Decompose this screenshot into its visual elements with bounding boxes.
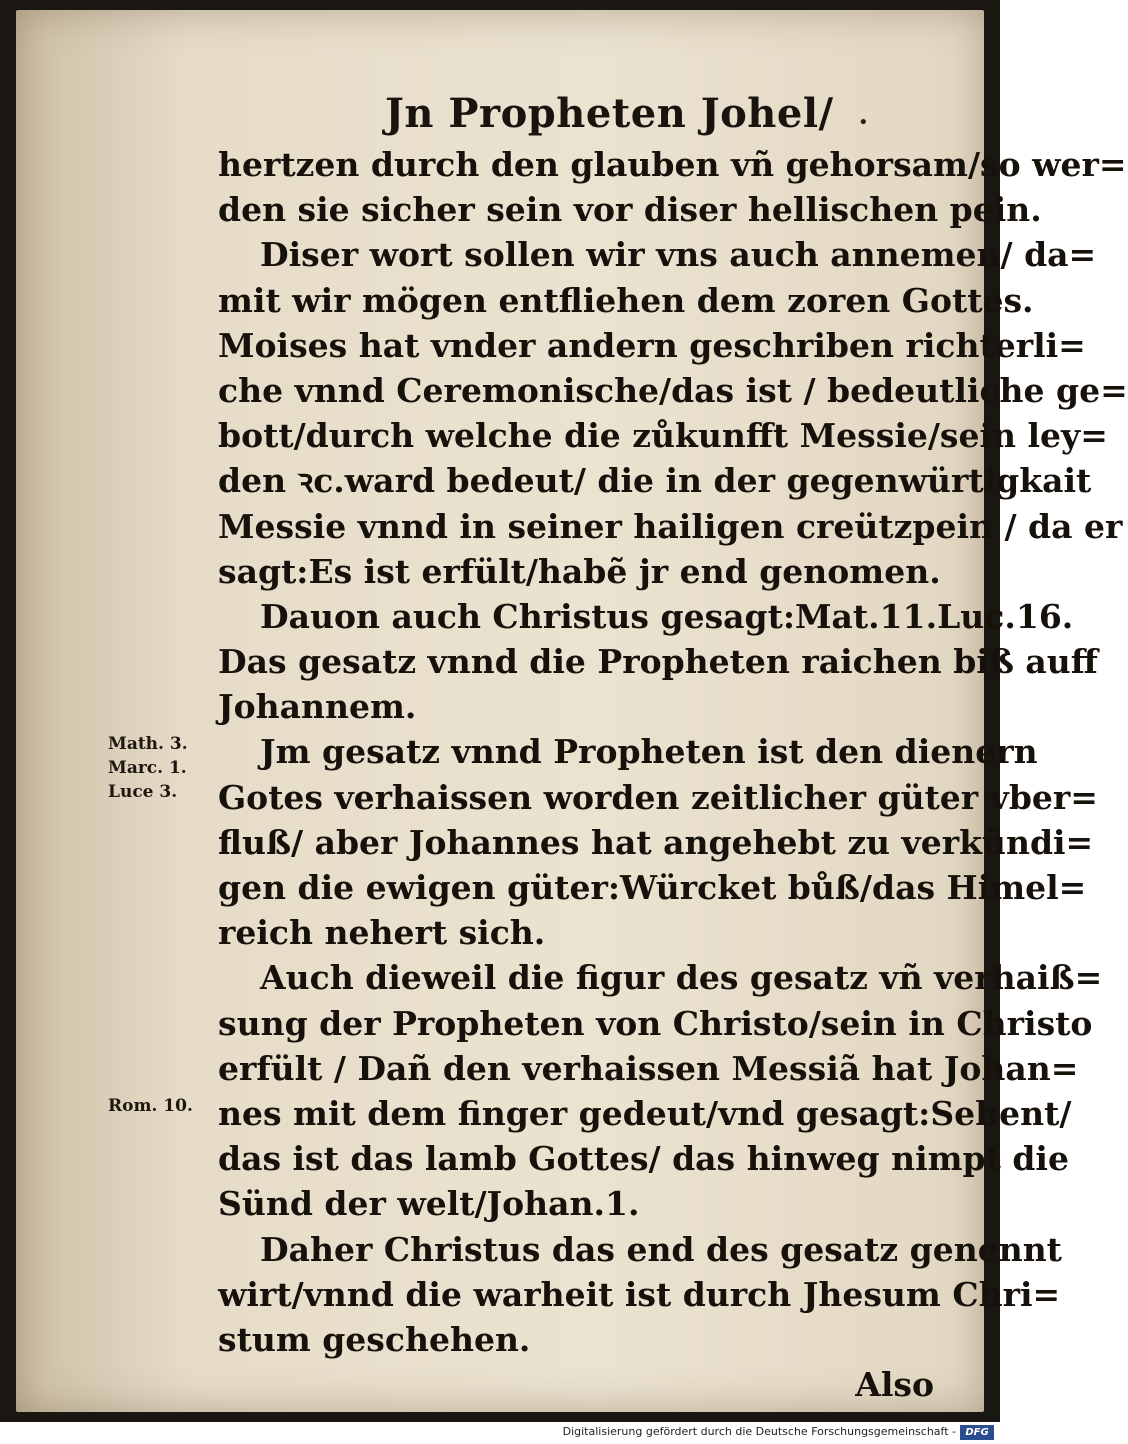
footer-credit: Digitalisierung gefördert durch die Deutsche Forschungsgemeinschaft -	[562, 1425, 956, 1438]
text-line: den sie sicher sein vor diser hellischen pein.	[218, 190, 1042, 230]
folio-mark: •	[858, 112, 869, 133]
text-line: mit wir mögen entfliehen dem zoren Gottes.	[218, 280, 1034, 320]
dfg-logo-icon: DFG	[960, 1425, 994, 1440]
running-head: Jn Propheten Johel/	[385, 90, 834, 137]
text-line: Das gesatz vnnd die Propheten raichen biß auff	[218, 642, 1098, 682]
catchword: Also	[855, 1365, 934, 1405]
text-line: das ist das lamb Gottes/ das hinweg nimpt die	[218, 1139, 1069, 1179]
text-line: nes mit dem finger gedeut/vnd gesagt:Sehent/	[218, 1093, 1072, 1133]
text-line: Daher Christus das end des gesatz genennt	[260, 1229, 1062, 1269]
text-line: reich nehert sich.	[218, 913, 546, 953]
text-line: wirt/vnnd die warheit ist durch Jhesum Chri=	[218, 1274, 1061, 1314]
text-line: Messie vnnd in seiner hailigen creützpein / da er	[218, 506, 1123, 546]
footer-bar	[0, 1422, 1000, 1444]
text-line: Moises hat vnder andern geschriben richterli=	[218, 325, 1086, 365]
text-line: Auch dieweil die figur des gesatz vñ verhaiß=	[260, 958, 1103, 998]
text-line: bott/durch welche die zůkunfft Messie/sein ley=	[218, 416, 1108, 456]
text-line: gen die ewigen güter:Würcket bůß/das Himel=	[218, 868, 1087, 907]
text-line: erfült / Dañ den verhaissen Messiã hat Johan=	[218, 1048, 1079, 1088]
body-text	[218, 142, 1128, 1407]
text-line: stum geschehen.	[218, 1319, 531, 1359]
text-line: Jm gesatz vnnd Propheten ist den dienern	[260, 732, 1038, 772]
margin-note-rom: Rom. 10.	[108, 1096, 193, 1116]
text-line: hertzen durch den glauben vñ gehorsam/so wer=	[218, 145, 1127, 184]
text-line: fluß/ aber Johannes hat angehebt zu verkündi=	[218, 822, 1094, 862]
text-line: Gotes verhaissen worden zeitlicher güter vber=	[218, 777, 1098, 817]
text-line: sagt:Es ist erfült/habẽ jr end genomen.	[218, 551, 941, 591]
text-line: che vnnd Ceremonische/das ist / bedeutliche ge=	[218, 370, 1128, 410]
text-line: Diser wort sollen wir vns auch annemen/ da=	[260, 235, 1097, 275]
margin-note-math: Math. 3.	[108, 734, 188, 754]
text-line: Johannem.	[218, 687, 417, 727]
margin-note-marc: Marc. 1.	[108, 758, 187, 778]
text-line: den ꝛc.ward bedeut/ die in der gegenwürtigkait	[218, 461, 1092, 501]
text-line: sung der Propheten von Christo/sein in Christo	[218, 1003, 1093, 1043]
text-line: Dauon auch Christus gesagt:Mat.11.Luc.16.	[260, 596, 1074, 636]
margin-note-luce: Luce 3.	[108, 782, 178, 802]
text-line: Sünd der welt/Johan.1.	[218, 1184, 640, 1224]
